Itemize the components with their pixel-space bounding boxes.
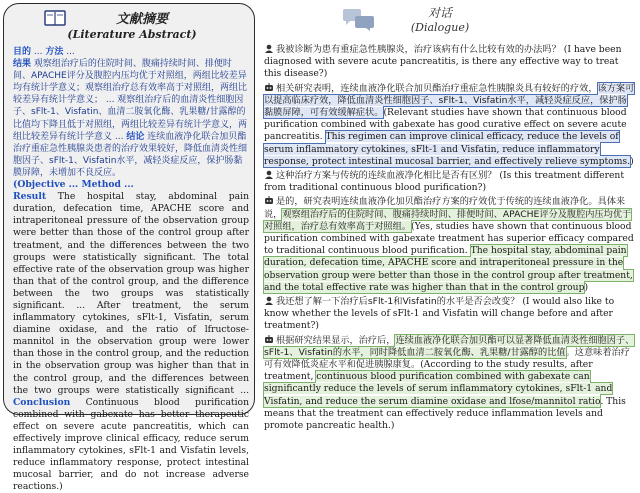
answer-2-en-lead: (Yes, studies have shown that continuous blood purification combined with gabexate treatment has superior efficacy compared to traditional continuous blood purification. — [264, 220, 634, 257]
answer-1-en-lead: (Relevant studies have shown that continuous blood purification combined with gabexate has good curative effect on severe acute pancreatitis. — [264, 107, 627, 143]
chat-bubbles-icon — [342, 8, 376, 32]
answer-2-zh-highlight: 观察组治疗后的住院时间、腹痛持续时间、排便时间、APACHE评分及腹腔内压均优于对照组，治疗总有效率高于对照组。 — [264, 208, 632, 232]
sep: ... — [63, 47, 75, 57]
answer-3-en-highlight: continuous blood purification combined with gabexate can significantly reduce the levels of serum inflammatory cytokines, sFlt-1 and Visfatin, and reduce the serum diamine oxidase and lfose/mannitol ratio — [264, 371, 613, 407]
robot-icon — [264, 335, 274, 344]
assistant-answer-3 — [264, 335, 636, 433]
user-icon — [264, 296, 274, 305]
answer-2-en-highlight: The hospital stay, abdominal pain duration, defecation time, APACHE score and intraperitoneal pressure in the observation group were better than those in the control group after treatment, and the total effective rate was higher than that in the control group — [264, 245, 633, 293]
abstract-body — [13, 46, 249, 493]
answer-1-zh-lead: 相关研究表明，连续血液净化联合加贝酯治疗重症急性胰腺炎具有较好的疗效， — [276, 82, 598, 94]
user-question-1 — [264, 44, 636, 81]
dialogue-title-zh: 对话 — [427, 6, 452, 20]
question-2-zh: 这种治疗方案与传统的连续血液净化相比是否有区别？ — [276, 170, 497, 182]
method-keyword-zh: 方法 — [45, 47, 64, 57]
sep: ... — [31, 47, 46, 57]
robot-icon — [264, 83, 274, 92]
answer-1-en-highlight: This regimen can improve clinical efficacy, reduce the levels of serum inflammatory cytokines, sFlt-1 and Visfatin, reduce inflammatory response, protect intestinal mucosal barrier, and effectively relieve symptoms. — [264, 131, 631, 167]
robot-icon — [264, 196, 274, 205]
conclusion-keyword-zh: 结论 — [126, 131, 145, 142]
assistant-answer-2 — [264, 196, 636, 294]
user-question-2 — [264, 170, 636, 194]
answer-3-zh-lead: 根据研究结果显示，治疗后， — [276, 334, 396, 346]
conclusion-text-zh: 连续血液净化联合加贝酯治疗重症急性胰腺炎患者的治疗效果较好，降低血清炎性细胞因子、sFlt-1、Visfatin水平，减轻炎症反应，保护肠黏膜屏障，未增加不良反应。 — [13, 131, 248, 178]
objective-keyword-zh: 目的 — [13, 47, 32, 57]
question-3-en: (I would also like to know whether the levels of sFlt-1 and Visfatin will change before and after treatment?) — [264, 296, 615, 332]
abstract-title — [52, 8, 212, 41]
objective-line-en: (Objective ... Method ... — [13, 179, 134, 191]
abstract-zh-paragraph — [13, 46, 249, 179]
dialogue-title — [390, 4, 490, 34]
assistant-answer-1 — [264, 83, 636, 168]
result-text-zh: 观察组治疗后的住院时间、腹痛持续时间、排便时间、APACHE评分及腹腔内压均优于对照组，两组比较差异均有统计学意义；观察组治疗总有效率高于对照组，两组比较差异有统计学意义； ... 观察组治疗后的血清炎性细胞因子、sFlt-1、Visfatin、血清二胺氧化酶、乳果糖/甘露醇的比值均下降且低于对照组，两组比较差异有统计学意义，两组比较差异有统计学意义 ... — [13, 59, 248, 142]
abstract-en-paragraph — [13, 179, 249, 493]
answer-3-zh-tail: 。这意味着治疗可有效降低炎症水平和促进胰腺康复。 — [264, 346, 630, 371]
conclusion-keyword-en: Conclusion — [13, 396, 71, 408]
answer-1-en-tail: ) — [630, 155, 634, 167]
result-keyword-en: Result — [13, 191, 47, 203]
answer-2-zh-lead: 是的，研究表明连续血液净化加贝酯治疗方案的疗效优于传统的连续血液净化。具体来说， — [264, 196, 626, 220]
question-1-zh: 我被诊断为患有重症急性胰腺炎，治疗该病有什么比较有效的办法吗？ — [276, 44, 561, 55]
abstract-panel — [3, 3, 255, 493]
user-icon — [264, 170, 274, 179]
conclusion-text-en: Continuous blood purification combined with gabexate has better therapeutic effect on severe acute pancreatitis, which can effectively improve clinical efficacy, reduce serum inflammatory cytokines, sFlt-1 and Visfatin levels, reduce inflammatory response, protect intestinal mucosal barrier, and do not increase adverse reactions.) — [13, 396, 249, 493]
answer-3-en-lead: (According to the study results, after treatment, — [264, 359, 593, 383]
result-text-en: The hospital stay, abdominal pain duration, defecation time, APACHE score and intraperitoneal pressure of the observation group were better than those of the control group after treatment, and the differences between the two groups were statistically significant. The total effective rate of the observation group was higher than that of the control group, and the difference between the two groups was statistically significant. ... After treatment, the serum inflammatory cytokines, sFlt-1, Visfatin, serum diamine oxidase, and the ratio of lfructose-mannitol in the observation group were lower than those in the control group, and the reduction in the observation group was higher than that in the control group, and the differences between the two groups were statistically significant ... — [13, 191, 249, 396]
dialogue-title-en: (Dialogue) — [410, 21, 470, 34]
answer-2-en-tail: ) — [584, 281, 589, 293]
result-keyword-zh: 结果 — [13, 59, 32, 70]
user-question-3 — [264, 296, 636, 333]
abstract-title-en: (Literature Abstract) — [67, 28, 197, 41]
question-2-en: (Is this treatment different from traditional continuous blood purification?) — [264, 170, 625, 194]
user-icon — [264, 44, 274, 53]
answer-3-en-tail: . This means that the treatment can effectively reduce inflammation levels and promote pancreatic health.) — [264, 395, 626, 432]
answer-3-zh-highlight: 连续血液净化联合加贝酯可以显著降低血清炎性细胞因子、sFlt-1、Visfatin的水平，同时降低血清二胺氧化酶、乳果糖/甘露醇的比值 — [264, 334, 635, 358]
answer-1-zh-highlight: 该方案可以提高临床疗效，降低血清炎性细胞因子、sFlt-1、Visfatin水平，减轻炎症反应，保护肠黏膜屏障，可有效缓解症状。 — [264, 82, 635, 119]
dialogue-body — [264, 44, 636, 434]
question-1-en: (I have been diagnosed with severe acute pancreatitis, is there any effective way to treat this disease?) — [264, 44, 622, 80]
abstract-title-zh: 文献摘要 — [115, 12, 168, 27]
question-3-zh: 我还想了解一下治疗后sFlt-1和Visfatin的水平是否会改变？ — [276, 296, 520, 308]
